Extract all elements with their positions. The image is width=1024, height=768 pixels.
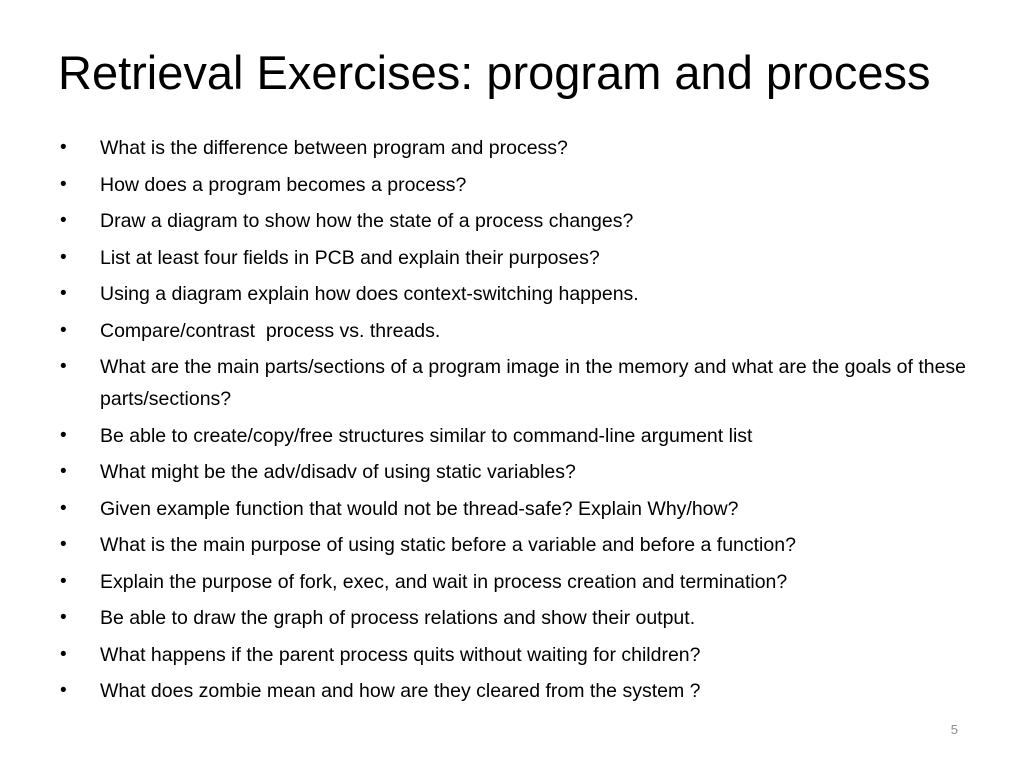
bullet-icon: • <box>60 137 67 158</box>
bullet-icon: • <box>60 319 67 341</box>
list-item-text: List at least four fields in PCB and explain their purposes? <box>100 246 600 269</box>
bullet-icon: • <box>60 643 67 665</box>
page-number: 5 <box>950 722 958 737</box>
list-item-text: Explain the purpose of fork, exec, and wait in process creation and termination? <box>100 570 788 593</box>
list-item <box>60 675 980 707</box>
bullet-icon: • <box>60 570 67 592</box>
list-item-text: What does zombie mean and how are they cleared from the system ? <box>100 680 701 702</box>
list-item-text: What are the main parts/sections of a program image in the memory and what are the goals of these parts/sections? <box>100 356 967 410</box>
bullet-list <box>60 132 980 712</box>
bullet-icon: • <box>60 246 67 268</box>
list-item-text: Be able to draw the graph of process relations and show their output. <box>100 607 696 629</box>
list-item <box>60 132 980 164</box>
bullet-icon: • <box>60 356 67 377</box>
list-item-text: Given example function that would not be thread-safe? Explain Why/how? <box>100 497 739 520</box>
list-item-text: What might be the adv/disadv of using static variables? <box>100 461 576 483</box>
list-item <box>60 242 980 274</box>
bullet-icon: • <box>60 534 67 555</box>
list-item <box>60 278 980 310</box>
list-item <box>60 529 980 561</box>
bullet-icon: • <box>60 283 67 304</box>
list-item <box>60 169 980 201</box>
list-item-text: How does a program becomes a process? <box>100 173 467 196</box>
bullet-icon: • <box>60 210 67 231</box>
list-item-text: Compare/contrast process vs. threads. <box>100 319 441 342</box>
list-item <box>60 315 980 347</box>
list-item-text: What is the main purpose of using static before a variable and before a function? <box>100 534 796 556</box>
list-item <box>60 566 980 598</box>
list-item-text: What happens if the parent process quits without waiting for children? <box>100 643 701 666</box>
list-item <box>60 420 980 452</box>
list-item <box>60 456 980 488</box>
list-item <box>60 639 980 671</box>
list-item-text: Draw a diagram to show how the state of a process changes? <box>100 210 634 232</box>
slide-title: Retrieval Exercises: program and process <box>58 46 931 99</box>
bullet-icon: • <box>60 173 67 195</box>
bullet-icon: • <box>60 461 67 482</box>
list-item-text: Be able to create/copy/free structures similar to command-line argument list <box>100 424 753 447</box>
list-item <box>60 205 980 237</box>
bullet-icon: • <box>60 680 67 701</box>
bullet-icon: • <box>60 497 67 519</box>
bullet-icon: • <box>60 424 67 446</box>
list-item <box>60 493 980 525</box>
list-item-text: What is the difference between program and process? <box>100 137 568 159</box>
list-item <box>60 351 980 415</box>
list-item-text: Using a diagram explain how does context-switching happens. <box>100 283 639 305</box>
bullet-icon: • <box>60 607 67 628</box>
list-item <box>60 602 980 634</box>
